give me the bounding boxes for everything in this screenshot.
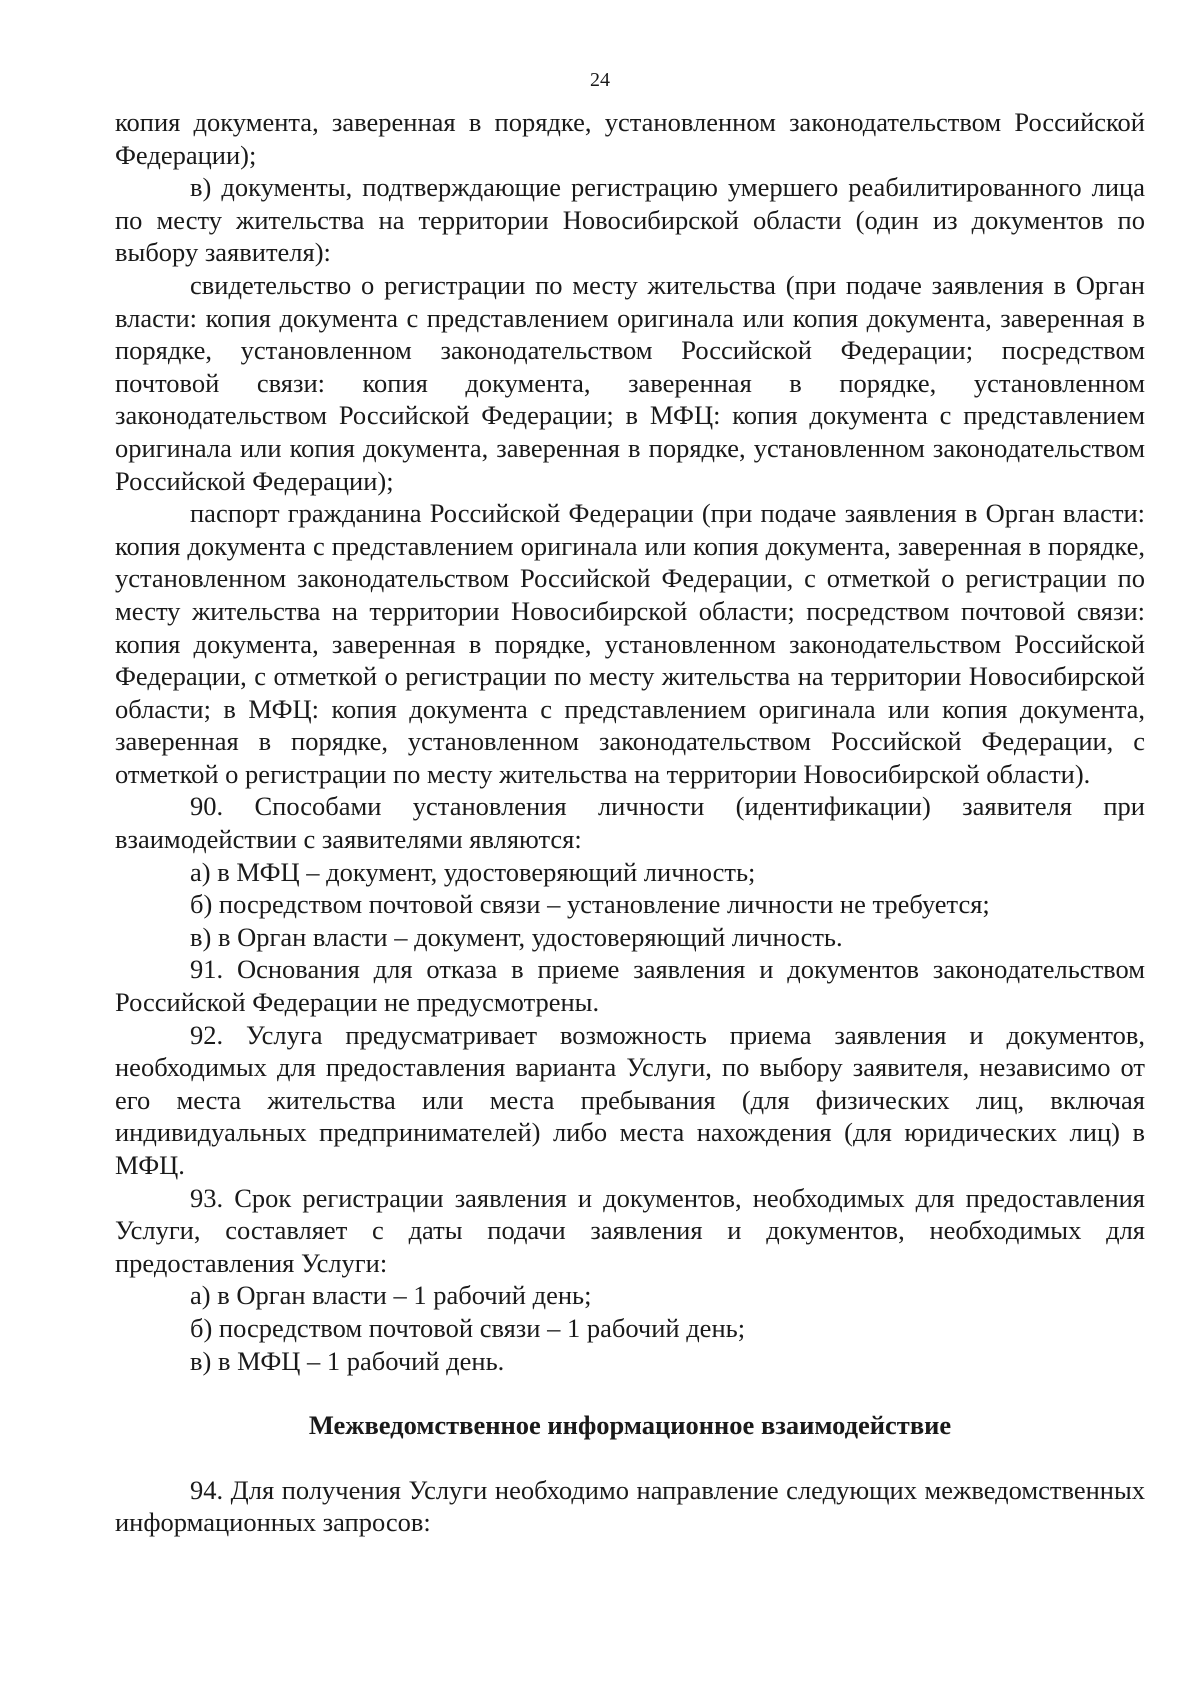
document-body: [115, 106, 1145, 1539]
page-number: 24: [590, 69, 610, 91]
paragraph: 92. Услуга предусматривает возможность приема заявления и документов, необходимых для предоставления варианта Услуги, по выбору заявителя, независимо от его места жительства или места пребывания (для физических лиц, включая индивидуальных предпринимателей) либо места нахождения (для юридических лиц) в МФЦ.: [115, 1019, 1145, 1180]
paragraph: 94. Для получения Услуги необходимо направление следующих межведомственных информационных запросов:: [115, 1474, 1145, 1538]
paragraph: копия документа, заверенная в порядке, установленном законодательством Российской Федерации);: [115, 107, 1145, 170]
paragraph: в) документы, подтверждающие регистрацию умершего реабилитированного лица по месту жительства на территории Новосибирской области (один из документов по выбору заявителя):: [115, 172, 1145, 268]
paragraph: паспорт гражданина Российской Федерации (при подаче заявления в Орган власти: копия документа с представлением оригинала или копия документа, заверенная в порядке, установленном законодательством Российской Федерации, с отметкой о регистрации по месту жительства на территории Новосибирской области; посредством почтовой связи: копия документа, заверенная в порядке, установленном законодательством Российской Федерации, с отметкой о регистрации по месту жительства на территории Новосибирской области; в МФЦ: копия документа с представлением оригинала или копия документа, заверенная в порядке, установленном законодательством Российской Федерации, с отметкой о регистрации по месту жительства на территории Новосибирской области).: [115, 498, 1145, 789]
paragraphs-before-heading: [115, 106, 1145, 1377]
paragraph: 91. Основания для отказа в приеме заявления и документов законодательством Российской Федерации не предусмотрены.: [115, 954, 1145, 1018]
paragraphs-after-heading: [115, 1474, 1145, 1539]
paragraph: б) посредством почтовой связи – 1 рабочий день;: [190, 1312, 746, 1343]
paragraph: б) посредством почтовой связи – установление личности не требуется;: [190, 889, 990, 920]
paragraph: а) в Орган власти – 1 рабочий день;: [190, 1280, 592, 1311]
section-heading: Межведомственное информационное взаимодействие: [308, 1410, 952, 1441]
paragraph: 93. Срок регистрации заявления и документов, необходимых для предоставления Услуги, составляет с даты подачи заявления и документов, необходимых для предоставления Услуги:: [115, 1182, 1145, 1278]
paragraph: в) в Орган власти – документ, удостоверяющий личность.: [190, 921, 843, 952]
paragraph: свидетельство о регистрации по месту жительства (при подаче заявления в Орган власти: копия документа с представлением оригинала или копия документа, заверенная в порядке, установленном законодательством Российской Федерации; посредством почтовой связи: копия документа, заверенная в порядке, установленном законодательством Российской Федерации; в МФЦ: копия документа с представлением оригинала или копия документа, заверенная в порядке, установленном законодательством Российской Федерации);: [115, 269, 1145, 496]
paragraph: 90. Способами установления личности (идентификации) заявителя при взаимодействии с заявителями являются:: [115, 791, 1145, 855]
paragraph: а) в МФЦ – документ, удостоверяющий личность;: [190, 856, 756, 887]
paragraph: в) в МФЦ – 1 рабочий день.: [190, 1345, 505, 1376]
